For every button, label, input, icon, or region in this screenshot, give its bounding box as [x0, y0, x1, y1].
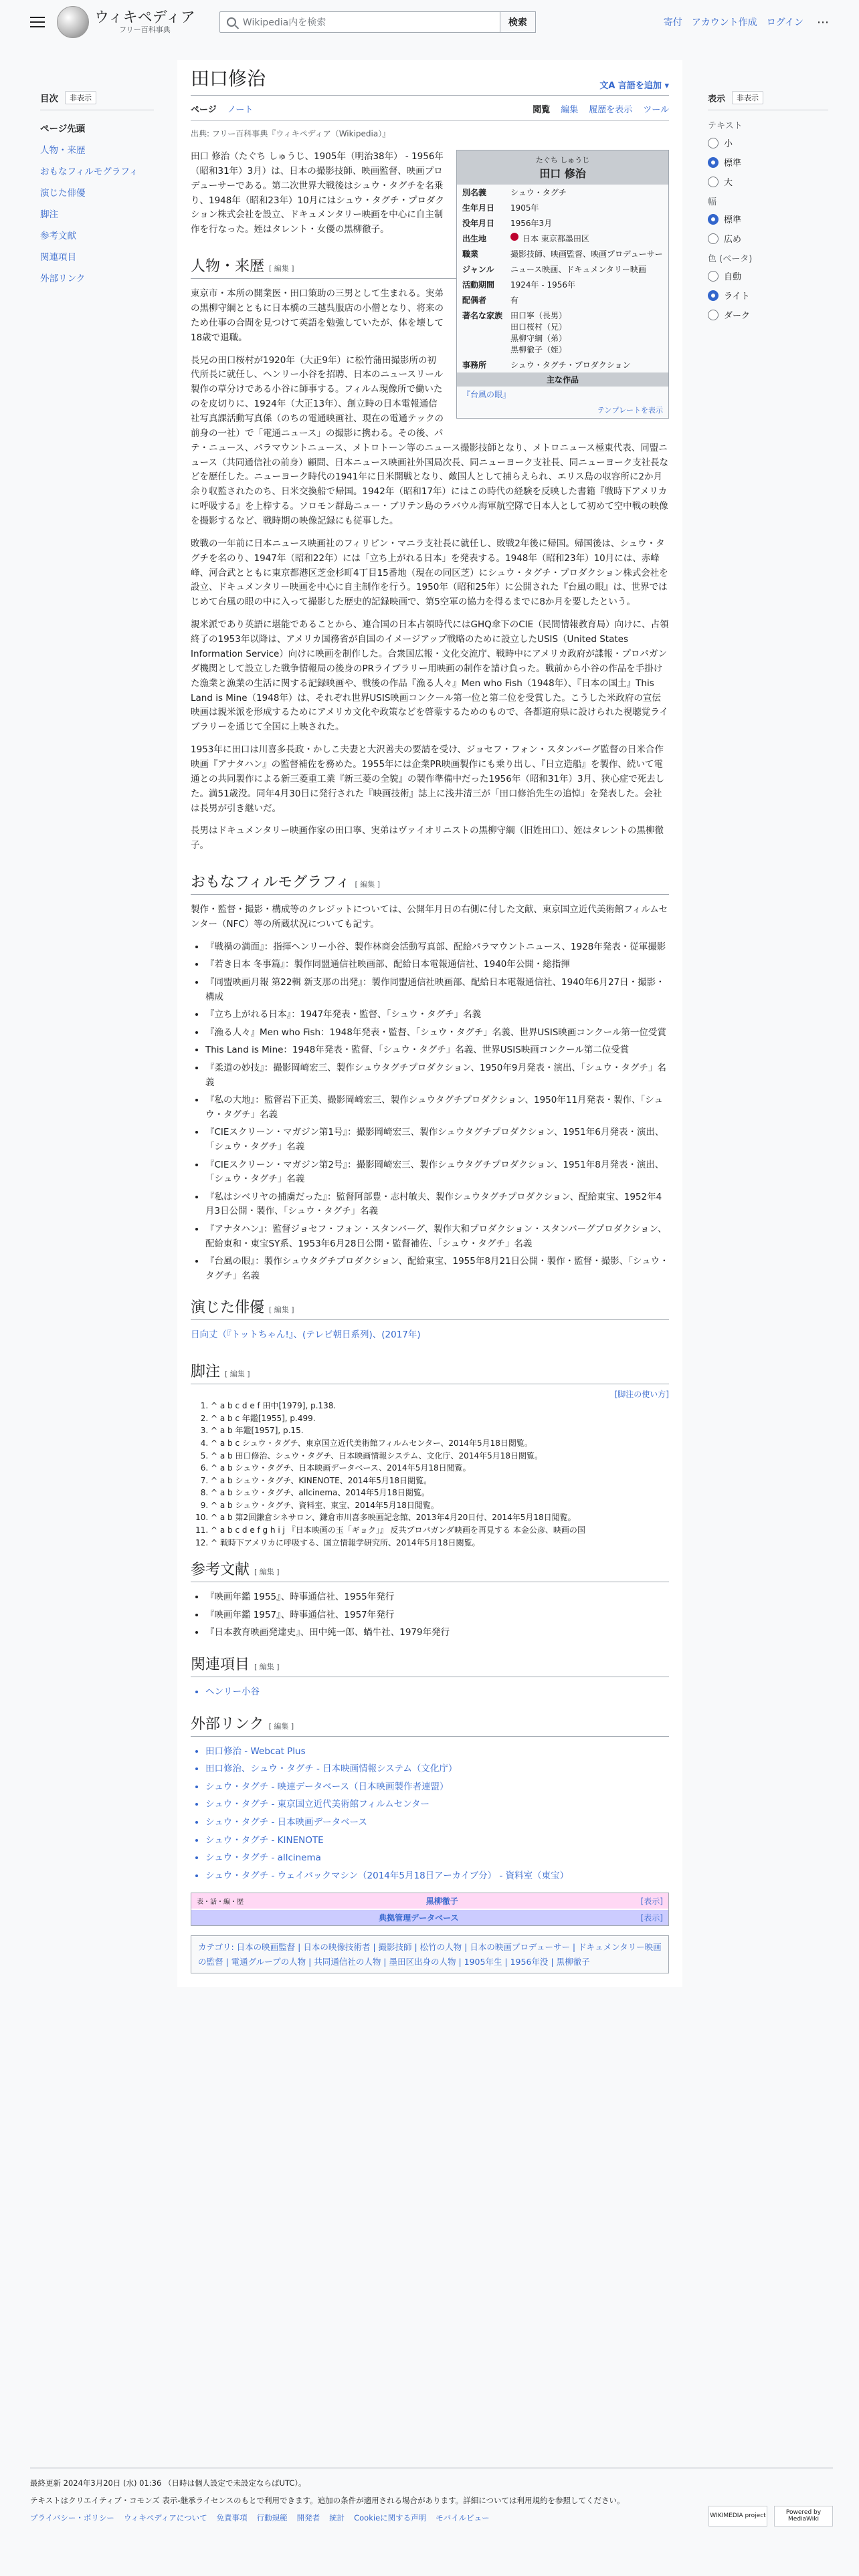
- actor-entry[interactable]: 日向丈（『トットちゃん!』、(テレビ朝日系列)、(2017年): [191, 1329, 421, 1341]
- note-item: 7. ^ a b シュウ・タグチ、KINENOTE、2014年5月18日閲覧。: [211, 1475, 669, 1487]
- film-item: • 『私の大地』：監督岩下正美、撮影岡崎宏三、製作シュウタグチプロダクション、1950年11月発表・製作、「シュウ・タグチ」名義: [205, 1093, 669, 1122]
- bio-paragraph: 1953年に田口は川喜多長政・かしこ夫妻と大沢善夫の要請を受け、ジョセフ・フォン・スタンバーグ監督の日米合作映画『アナタハン』の監督補佐を務めた。1955年には企業PR映画製作にも乗り出し、『日立造船』を製作、続いて電通との共同製作による新三菱重工業『新三菱の全貌』の製作準備中だった1956年（昭和31年）3月、狭心症で死去した。満51歳没。同年4月30日に発行された『映画技術』誌上に浅井清三が「田口修治先生の追悼」を発表した。会社は長男が引き継いだ。: [191, 744, 665, 814]
- mediawiki-badge[interactable]: Powered by MediaWiki: [774, 2506, 833, 2527]
- donate-link[interactable]: 寄付: [663, 17, 682, 28]
- film-item: • 『CIEスクリーン・マガジン第1号』：撮影岡崎宏三、製作シュウタグチプロダクション、1951年6月発表・演出、「シュウ・タグチ」名義: [205, 1125, 669, 1154]
- note-item: 8. ^ a b シュウ・タグチ、allcinema、2014年5月18日閲覧。: [211, 1487, 669, 1499]
- infobox-label: 没年月日: [462, 219, 495, 228]
- infobox-value: 日本 東京都墨田区: [522, 234, 589, 243]
- width-group: 幅: [708, 197, 717, 207]
- note-item: 3. ^ a b 年鑑[1957], p.15.: [211, 1424, 669, 1437]
- film-item: • 『台風の眼』：製作シュウタグチプロダクション、配給東宝、1955年8月21日公開・製作・監督・撮影、「シュウ・タグチ」名義: [205, 1255, 669, 1283]
- infobox-value: シュウ・タグチ・プロダクション: [510, 360, 631, 370]
- toc-item-related[interactable]: 関連項目: [40, 252, 76, 263]
- bio-paragraph: 東京市・本所の開業医・田口策助の三男として生まれる。実弟の黒柳守綱とともに日本橋の三越呉服店の小僧となり、将来のため仕事の合間を見つけて英語を勉強していたが、体を壊して18歳で退職。: [191, 288, 444, 343]
- section-external: 外部リンク [ 編集 ]: [191, 1703, 669, 1737]
- user-links: [664, 15, 829, 29]
- film-item: • 『漁る人々』Men who Fish：1948年発表・監督、「シュウ・タグチ」名義、世界USIS映画コンクール第一位受賞: [205, 1026, 669, 1041]
- infobox-works-header: 主な作品: [457, 372, 668, 387]
- hamburger-menu-icon[interactable]: [30, 17, 45, 27]
- footer-link[interactable]: モバイルビュー: [436, 2513, 490, 2523]
- reference-item: • 『映画年鑑 1955』、時事通信社、1955年発行: [205, 1590, 669, 1605]
- japan-flag-icon: [510, 233, 518, 241]
- infobox-row: [457, 308, 668, 357]
- reference-item: • 『日本教育映画発達史』、田中純一郎、蝸牛社、1979年発行: [205, 1626, 669, 1640]
- toc-item-actor[interactable]: 演じた俳優: [40, 188, 86, 199]
- text-size-group: テキスト: [708, 121, 743, 131]
- infobox-row: [457, 357, 668, 372]
- notes-help-link[interactable]: [脚注の使い方]: [614, 1390, 669, 1400]
- last-updated: 最終更新 2024年3月20日 (水) 01:36 （日時は個人設定で未設定ならばUTC）。: [30, 2478, 306, 2488]
- text-size-standard-radio[interactable]: 標準: [708, 156, 828, 169]
- footer-link[interactable]: 統計: [329, 2513, 345, 2523]
- infobox-value: 田口寧（長男） 田口桜村（兄） 黒柳守綱（弟） 黒柳徹子（姪）: [510, 311, 567, 354]
- bio-paragraph: 長兄の田口桜村が1920年（大正9年）に松竹蒲田撮影所の初代所長に就任し、ヘンリー小谷を招聘、日本のニュースリール製作の草分けである小谷に師事する。フィルム現像所で働いたのを皮切りに、1924年（大正13年）、創立時の日本電報通信社写真課活動写真係（のちの電通映画社、現在の電通テックの前身の一社）で「電通ニュース」の撮影に携わる。その後、パテ・ニュース、パラマウントニュース、メトロトーン等のニュース撮影技師となり、メトロニュース極東代表、同盟ニュース（共同通信社の前身）顧問、日本ニュース映画社外国局次長、同ニューヨーク支社長、同ニューヨーク支社長などを歴任した。ニューヨーク時代の1941年に日米開戦となり、敵国人として捕らえられ、エリス島の収容所に2か月余り収監されたのち、日米交換船で帰国。1942年（昭和17年）にはこの時代の経験を反映した書籍『戦時下アメリカに呼吸する』を上梓する。ソロモン群島ニュー・ブリテン島のラバウル海軍航空隊で日本人として初めて空中戦の映像を撮影するなど、戦時期の映像記録にも従事した。: [191, 354, 669, 527]
- film-item: • 『立ち上がれる日本』：1947年発表・監督、「シュウ・タグチ」名義: [205, 1008, 669, 1023]
- toc-item-top[interactable]: ページ先頭: [40, 124, 86, 134]
- category-links[interactable]: カテゴリ: 日本の映画監督 | 日本の映像技術者 | 撮影技師 | 松竹の人物 | 日本の映画プロデューサー | ドキュメンタリー映画の監督 | 電通グループの人物 | 共同通信社の人物 | 墨田区出身の人物 | 1905年生 | 1956年没 | 黒柳徹子: [191, 1935, 669, 1973]
- text-size-small-radio[interactable]: 小: [708, 136, 828, 149]
- edit-section-link[interactable]: [ 編集 ]: [269, 264, 294, 274]
- edit-section-link[interactable]: [ 編集 ]: [225, 1370, 250, 1379]
- search-icon: [227, 17, 236, 27]
- edit-section-link[interactable]: [ 編集 ]: [355, 880, 381, 889]
- tab-history[interactable]: 履歴を表示: [589, 105, 633, 115]
- site-header: [0, 0, 859, 44]
- navbox-vte[interactable]: 表・話・編・歴: [197, 1899, 244, 1907]
- film-item: • This Land is Mine：1948年発表・監督、「シュウ・タグチ」名義、世界USIS映画コンクール第二位受賞: [205, 1043, 669, 1058]
- infobox-value: ニュース映画、ドキュメンタリー映画: [510, 265, 646, 274]
- infobox-label: 生年月日: [462, 203, 495, 213]
- tab-edit[interactable]: 編集: [561, 105, 579, 115]
- toc-hide-button[interactable]: 非表示: [65, 91, 96, 104]
- external-link[interactable]: • シュウ・タグチ - 東京国立近代美術館フィルムセンター: [205, 1798, 669, 1812]
- tab-talk[interactable]: ノート: [227, 105, 254, 115]
- article-content: [177, 60, 682, 1987]
- note-item: 2. ^ a b c 年鑑[1955], p.499.: [211, 1412, 669, 1425]
- film-item: • 『同盟映画月報 第22輯 新支那の出発』：製作同盟通信社映画部、配給日本電報通信社、1940年6月27日・撮影・構成: [205, 976, 669, 1004]
- infobox-value: シュウ・タグチ: [510, 188, 567, 197]
- color-auto-radio[interactable]: 自動: [708, 270, 828, 282]
- external-link[interactable]: • 田口修治、シュウ・タグチ - 日本映画情報システム（文化庁）: [205, 1762, 669, 1777]
- appearance-title: 表示: [708, 94, 726, 104]
- infobox-row: [457, 215, 668, 231]
- search-input[interactable]: Wikipedia内を検索: [219, 11, 500, 33]
- toc-title: 目次: [40, 94, 58, 104]
- section-notes: 脚注 [ 編集 ]: [191, 1351, 669, 1384]
- tab-tools[interactable]: ツール: [643, 105, 669, 115]
- create-account-link[interactable]: アカウント作成: [691, 17, 757, 28]
- film-item: • 『若き日本 冬事篇』：製作同盟通信社映画部、配給日本電報通信社、1940年公開・総指揮: [205, 958, 669, 972]
- width-standard-radio[interactable]: 標準: [708, 213, 828, 225]
- navbox-toggle[interactable]: [表示]: [640, 1897, 663, 1907]
- color-dark-radio[interactable]: ダーク: [708, 308, 828, 321]
- toc-item-notes[interactable]: 脚注: [40, 209, 58, 220]
- wikimedia-badge[interactable]: WIKIMEDIA project: [708, 2506, 767, 2527]
- page-title: 田口修治: [191, 68, 266, 90]
- toc-item-external[interactable]: 外部リンク: [40, 274, 86, 284]
- infobox-label: 別名義: [462, 188, 487, 197]
- external-link[interactable]: • シュウ・タグチ - KINENOTE: [205, 1834, 669, 1848]
- edit-section-link[interactable]: [ 編集 ]: [268, 1721, 294, 1731]
- infobox-value: 1905年: [510, 203, 539, 213]
- search-button[interactable]: 検索: [500, 11, 536, 33]
- logo-subtitle: フリー百科事典: [119, 25, 171, 35]
- infobox-row: [457, 185, 668, 200]
- edit-section-link[interactable]: [ 編集 ]: [254, 1568, 280, 1577]
- note-item: 4. ^ a b c シュウ・タグチ、東京国立近代美術館フィルムセンター、2014年5月18日閲覧。: [211, 1437, 669, 1450]
- film-item: • 『アナタハン』：監督ジョセフ・フォン・スタンバーグ、製作大和プロダクション・スタンバーグプロダクション、配給東和・東宝SY系、1953年6月28日公開・監督補佐、「シュウ・タグチ」名義: [205, 1222, 669, 1251]
- page-tabs: [191, 96, 669, 121]
- note-item: 12. ^ 戦時下アメリカに呼吸する、国立情報学研究所、2014年5月18日閲覧。: [211, 1537, 669, 1549]
- infobox-yomi: たぐち しゅうじ: [535, 156, 590, 165]
- login-link[interactable]: ログイン: [766, 17, 803, 28]
- toc-item-filmography[interactable]: おもなフィルモグラフィ: [40, 167, 138, 177]
- infobox-label: 事務所: [462, 360, 487, 370]
- infobox-label: 職業: [462, 249, 479, 259]
- footer-link[interactable]: 免責事項: [216, 2513, 248, 2523]
- reference-item: • 『映画年鑑 1957』、時事通信社、1957年発行: [205, 1608, 669, 1623]
- appearance-panel: [708, 91, 828, 328]
- bio-paragraph: 敗戦の一年前に日本ニュース映画社のフィリピン・マニラ支社長に就任し、敗戦2年後に帰国。帰国後は、シュウ・タグチを名のり、1947年（昭和22年）には「立ち上がれる日本」を発表する。1948年（昭和23年）10月には、赤峰峰、河合武とともに東京都港区芝金杉町4丁目15番地（現在の同区芝）にシュウ・タグチ・プロダクション株式会社を設立、ドキュメンタリー映画を中心に自主制作を行う。1950年（昭和25年）に公開された『台風の眼』は、世界ではじめて台風の眼の中に入って撮影した歴史的記録映画で、第5空軍の協力を得るまでに8か月を要したという。: [191, 538, 668, 608]
- infobox-row: [457, 231, 668, 246]
- footer-link[interactable]: Cookieに関する声明: [354, 2513, 427, 2523]
- table-of-contents: [40, 91, 154, 288]
- infobox-row: [457, 261, 668, 277]
- note-item: 1. ^ a b c d e f 田中[1979], p.138.: [211, 1400, 669, 1412]
- infobox-row: [457, 292, 668, 308]
- authority-control-toggle[interactable]: [表示]: [640, 1913, 663, 1923]
- infobox-label: 活動期間: [462, 280, 495, 290]
- related-link[interactable]: • ヘンリー小谷: [205, 1685, 669, 1700]
- tab-page[interactable]: ページ: [191, 105, 217, 115]
- lead-paragraph: 田口 修治（たぐち しゅうじ、1905年（明治38年） - 1956年（昭和31年）3月）は、日本の撮影技師、映画監督、映画プロデューサーである。第二次世界大戦後はシュウ・タグチを名乗り、1948年（昭和23年）10月にはシュウ・タグチ・プロダクション株式会社を設立、ドキュメンタリー映画を中心に自主制作を行なった。姪はタレント・女優の黒柳徹子。: [191, 151, 444, 235]
- color-light-radio[interactable]: ライト: [708, 289, 828, 302]
- external-link[interactable]: • シュウ・タグチ - ウェイバックマシン（2014年5月18日アーカイブ分） - 資料室（東宝）: [205, 1869, 669, 1884]
- authority-control-title[interactable]: 典拠管理データベース: [379, 1913, 459, 1923]
- infobox-row: [457, 277, 668, 292]
- edit-section-link[interactable]: [ 編集 ]: [269, 1305, 294, 1315]
- toc-item-bio[interactable]: 人物・来歴: [40, 145, 86, 156]
- footer-link[interactable]: プライバシー・ポリシー: [30, 2513, 114, 2523]
- film-item: • 『CIEスクリーン・マガジン第2号』：撮影岡崎宏三、製作シュウタグチプロダクション、1951年8月発表・演出、「シュウ・タグチ」名義: [205, 1158, 669, 1187]
- footer-link[interactable]: ウィキペディアについて: [123, 2513, 207, 2523]
- footer-link[interactable]: 行動規範: [256, 2513, 288, 2523]
- infobox-row: [457, 246, 668, 261]
- license-text: テキストはクリエイティブ・コモンズ 表示-継承ライセンスのもとで利用できます。追加の条件が適用される場合があります。詳細については利用規約を参照してください。: [30, 2496, 625, 2505]
- site-logo[interactable]: [94, 9, 195, 35]
- note-item: 6. ^ a b シュウ・タグチ、日本映画データベース、2014年5月18日閲覧。: [211, 1462, 669, 1475]
- navbox-title[interactable]: 黒柳徹子: [425, 1897, 458, 1907]
- page-footer: [30, 2468, 833, 2523]
- section-related: 関連項目 [ 編集 ]: [191, 1644, 669, 1677]
- film-item: • 『柔道の妙技』：撮影岡崎宏三、製作シュウタグチプロダクション、1950年9月発表・演出、「シュウ・タグチ」名義: [205, 1061, 669, 1090]
- infobox-label: 著名な家族: [462, 311, 503, 320]
- color-group: 色 (ベータ): [708, 254, 753, 264]
- logo-title: ウィキペディア: [94, 9, 195, 27]
- show-template-link[interactable]: テンプレートを表示: [597, 406, 663, 415]
- bio-paragraph: 長男はドキュメンタリー映画作家の田口寧、実弟はヴァイオリニストの黒柳守綱（旧姓田口）、姪はタレントの黒柳徹子。: [191, 825, 664, 851]
- infobox-label: ジャンル: [462, 265, 494, 274]
- section-references: 参考文献 [ 編集 ]: [191, 1549, 669, 1582]
- section-filmography: おもなフィルモグラフィ [ 編集 ]: [191, 861, 669, 895]
- toc-item-references[interactable]: 参考文献: [40, 231, 76, 241]
- external-link[interactable]: • シュウ・タグチ - allcinema: [205, 1851, 669, 1866]
- more-options-icon[interactable]: ⋯: [817, 15, 829, 29]
- infobox: [456, 150, 669, 419]
- external-link[interactable]: • シュウ・タグチ - 日本映画データベース: [205, 1816, 669, 1830]
- text-size-large-radio[interactable]: 大: [708, 175, 828, 188]
- external-link[interactable]: • シュウ・タグチ - 映連データベース（日本映画製作者連盟）: [205, 1780, 669, 1795]
- film-item: • 『戦禍の満面』：指揮ヘンリー小谷、製作林商会活動写真部、配給パラマウントニュース、1928年発表・従軍撮影: [205, 940, 669, 955]
- tab-read[interactable]: 閲覧: [533, 105, 551, 115]
- infobox-work-link[interactable]: 『台風の眼』: [462, 390, 511, 399]
- infobox-label: 配偶者: [462, 296, 487, 305]
- appearance-hide-button[interactable]: 非表示: [732, 91, 763, 104]
- section-bio: 人物・来歴 [ 編集 ]: [191, 245, 669, 279]
- infobox-row: [457, 200, 668, 215]
- infobox-value: 撮影技師、映画監督、映画プロデューサー: [510, 249, 663, 259]
- infobox-value: 1924年 - 1956年: [510, 280, 576, 290]
- filmography-intro: 製作・監督・撮影・構成等のクレジットについては、公開年月日の右側に付した文献、東京国立近代美術館フィルムセンター（NFC）等の所蔵状況についても記す。: [191, 904, 668, 930]
- note-item: 9. ^ a b シュウ・タグチ、資料室、東宝、2014年5月18日閲覧。: [211, 1499, 669, 1512]
- section-actor: 演じた俳優 [ 編集 ]: [191, 1287, 669, 1320]
- external-link[interactable]: • 田口修治 - Webcat Plus: [205, 1745, 669, 1759]
- add-languages-button[interactable]: 文A 言語を追加 ▾: [599, 81, 669, 91]
- note-item: 10. ^ a b 第2回鎌倉シネサロン、鎌倉市川喜多映画記念館、2013年4月20日付、2014年5月18日閲覧。: [211, 1511, 669, 1524]
- width-wide-radio[interactable]: 広め: [708, 232, 828, 245]
- note-item: 5. ^ a b 田口修治、シュウ・タグチ、日本映画情報システム、文化庁、2014年5月18日閲覧。: [211, 1450, 669, 1463]
- footer-link[interactable]: 開発者: [296, 2513, 320, 2523]
- wikipedia-logo-icon[interactable]: [57, 6, 89, 38]
- infobox-name: 田口 修治: [539, 167, 586, 180]
- bio-paragraph: 親米派であり英語に堪能であることから、連合国の日本占領時代にはGHQ傘下のCIE（民間情報教育局）向けに、占領終了の1953年以降は、アメリカ国務省が自国のイメージアップ戦略のために設立したUSIS（United States Information Service）向けに映画を制作した。合衆国広報・文化交流庁、戦時中にアメリカ政府が諜報・プロパガンダ機関として設立した戦争情報局の後身のPRライブラリー用映画の制作を請け負った。戦前から小谷の作品を手掛けた漁業と漁業の生活に関する記録映画や、戦後の作品『漁る人々』Men who Fish（1948年）、『日本の国土』This Land is Mine（1948年）は、それぞれ世界USIS映画コンクール第一位と第二位を受賞した。こうした米政府の宣伝映画は親米派を形成するためにアメリカ文化や政策などを啓蒙するためのもので、各都道府県に設けられた視聴覚ライブラリーを通じて全国に上映された。: [191, 619, 669, 733]
- article-source: 出典: フリー百科事典『ウィキペディア（Wikipedia）』: [191, 129, 391, 138]
- film-item: • 『私はシベリヤの捕虜だった』：監督阿部豊・志村敏夫、製作シュウタグチプロダクション、配給東宝、1952年4月3日公開・製作、「シュウ・タグチ」名義: [205, 1190, 669, 1219]
- edit-section-link[interactable]: [ 編集 ]: [254, 1662, 280, 1672]
- note-item: 11. ^ a b c d e f g h i j 『日本映画の玉「ギョク」』 反共プロパガンダ映画を再見する 本金公彦、映画の国: [211, 1524, 669, 1537]
- infobox-label: 出生地: [462, 234, 487, 243]
- infobox-value: 有: [510, 296, 519, 305]
- search-form: [219, 11, 536, 33]
- navbox: [191, 1893, 669, 1926]
- infobox-value: 1956年3月: [510, 219, 553, 228]
